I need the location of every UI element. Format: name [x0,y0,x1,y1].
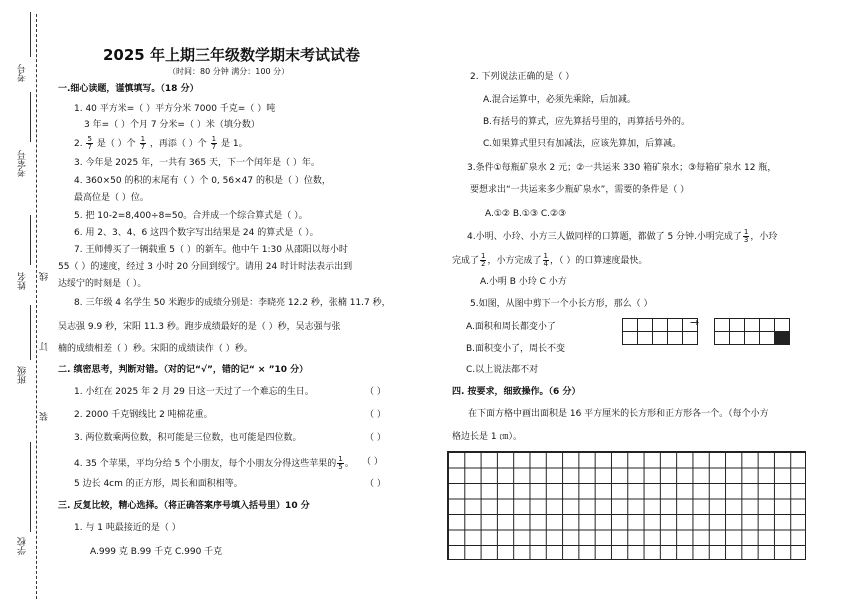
fraction: $\frac{1}{7}$ [211,135,217,151]
margin-label-ding: 订 [40,342,50,351]
s2-q1: 1. 小红在 2025 年 2 月 29 日这一天过了一个难忘的生日。 [74,387,314,397]
s3-q2-option-c: C.如果算式里只有加减法，应该先算加，后算减。 [483,139,682,149]
section1-heading: 一.细心读题，谨慎填写。（18 分） [58,84,199,94]
s4-text-line1: 在下面方格中画出面积是 16 平方厘米的长方形和正方形各一个。（每个小方 [468,409,769,419]
s3-q3-line1: 3.条件①每瓶矿泉水 2 元；②一共运来 330 箱矿泉水；③每箱矿泉水 12 瓶， [467,163,777,173]
s1-q6: 6. 用 2、3、4、6 这四个数字写出结果是 24 的算式是（ ）。 [74,228,319,238]
s1-q2 [74,136,248,151]
margin-label-school: 学校 [18,537,28,555]
drawing-grid[interactable] [447,451,806,560]
s3-q2: 2. 下列说法正确的是（ ） [470,72,575,82]
fraction: $\frac{1}{4}$ [543,252,548,268]
page-title: 2025 年上期三年级数学期末考试试卷 [103,46,360,64]
binding-dashed-line [36,14,37,599]
s1-q8-line3: 楠的成绩相差（ ）秒。宋阳的成绩读作（ ）秒。 [58,344,253,354]
s1-q8-line1: 8. 三年级 4 名学生 50 米跑步的成绩分别是：李晓亮 12.2 秒，张楠 11.7 秒， [74,298,391,308]
s2-q5: 5 边长 4cm 的正方形，周长和面积相等。 [74,479,243,489]
s3-q4-line2: 完成了 $\frac{1}{2}$ ，小方完成了 $\frac{1}{4}$ ，（ ）的口算速度最快。 [452,252,648,268]
s2-q1-bracket: （ ） [365,387,386,397]
section4-heading: 四. 按要求，细致操作。（6 分） [452,387,581,397]
s2-q4: 4. 35 个苹果，平均分给 5 个小朋友，每个小朋友分得这些苹果的 $\frac{1}{5}$ 。 [74,455,354,471]
s1-q3: 3. 今年是 2025 年，一共有 365 天，下一个闰年是（ ）年。 [74,158,320,168]
s3-q4-line1: 4.小明、小玲、小方三人做同样的口算题，都做了 5 分钟.小明完成了 $\frac{1}{3}$ ，小玲 [467,228,778,244]
q2-text-a: 是（ ）个 [96,139,136,149]
s3-q3-options: A.①② B.①③ C.②③ [485,209,567,219]
margin-label-name: 姓名 [18,272,28,290]
s1-q8-line2: 吴志强 9.9 秒，宋阳 11.3 秒。跑步成绩最好的是（ ）秒，吴志强与张 [58,322,341,332]
s3-q5-option-a: A.面积和周长都变小了 [466,322,556,332]
grid-before [622,318,698,345]
s1-q4-line2: 最高位是（ ）位。 [74,193,149,203]
margin-underline [30,305,31,360]
s2-q2-bracket: （ ） [365,410,386,420]
fraction: $\frac{1}{5}$ [338,455,343,471]
s2-q5-bracket: （ ） [365,479,386,489]
margin-label-room: 考室号 [18,150,28,177]
s3-q5-option-c: C.以上说法都不对 [466,365,539,375]
s3-q4-options: A.小明 B 小玲 C 小方 [480,277,567,287]
fraction: $\frac{1}{2}$ [481,252,486,268]
s3-q5-option-b: B.面积变小了，周长不变 [466,344,566,354]
margin-label-kaohao: 考号 [18,64,28,82]
margin-underline [30,442,31,532]
s3-q5: 5.如图，从图中剪下一个小长方形，那么（ ） [470,299,653,309]
margin-underline [30,12,31,57]
s2-q3-bracket: （ ） [365,433,386,443]
margin-label-xian: 线 [40,272,50,281]
s1-q5: 5. 把 10-2=8,400÷8=50。合并成一个综合算式是（ ）。 [74,211,308,221]
s3-q3-line2: 要想求出“一共运来多少瓶矿泉水”，需要的条件是（ ） [470,185,690,195]
s2-q4-bracket: （ ） [362,457,383,467]
margin-underline [30,92,31,142]
fraction: $\frac{1}{3}$ [743,228,749,244]
margin-underline [30,215,31,265]
section2-heading: 二. 缜密思考，判断对错。（对的记“√”，错的记“ × ”10 分） [58,365,309,375]
s1-q7-line2: 55（ ）的速度，经过 3 小时 20 分回到绥宁。请用 24 时计时法表示出到 [58,262,353,272]
grid-after [714,318,790,345]
s1-q1-line1: 1. 40 平方米=（ ）平方分米 7000 千克=（ ）吨 [74,104,276,114]
s3-q1: 1. 与 1 吨最接近的是（ ） [74,523,181,533]
s3-q2-option-b: B.有括号的算式，应先算括号里的，再算括号外的。 [483,117,691,127]
s2-q3: 3. 两位数乘两位数，积可能是三位数，也可能是四位数。 [74,433,302,443]
s3-q2-option-a: A.混合运算中，必须先乘除，后加减。 [483,95,636,105]
q2-number: 2. [74,139,83,149]
s2-q2: 2. 2000 千克钢线比 2 吨棉花重。 [74,410,213,420]
margin-label-class: 班级 [18,366,28,384]
s1-q1-line2: 3 年=（ ）个月 7 分米=（ ）米（填分数） [84,120,260,130]
q4-text: 4. 35 个苹果，平均分给 5 个小朋友，每个小朋友分得这些苹果的 [74,459,337,469]
s4-text-line2: 格边长是 1 ㎝）。 [452,432,522,442]
margin-label-zhuang: 装 [40,412,50,421]
section3-heading: 三. 反复比较，精心选择。（将正确答案序号填入括号里）10 分 [58,501,310,511]
s1-q7-line3: 达绥宁的时刻是（ ）。 [58,279,147,289]
s3-q1-options: A.999 克 B.99 千克 C.990 千克 [90,547,223,557]
q2-text-b: ，再添（ ）个 [149,139,207,149]
page-subtitle: （时间：80 分钟 满分：100 分） [168,67,290,76]
s1-q7-line1: 7. 王师傅买了一辆载重 5（ ）的新车。他中午 1:30 从邵阳以每小时 [74,245,348,255]
fraction: $\frac{5}{7}$ [87,135,92,151]
q2-text-c: 是 1。 [221,139,248,149]
fraction: $\frac{1}{7}$ [140,135,146,151]
arrow-icon: → [690,316,700,329]
s1-q4-line1: 4. 360×50 的积的末尾有（ ）个 0, 56×47 的积是（ ）位数， [74,176,331,186]
